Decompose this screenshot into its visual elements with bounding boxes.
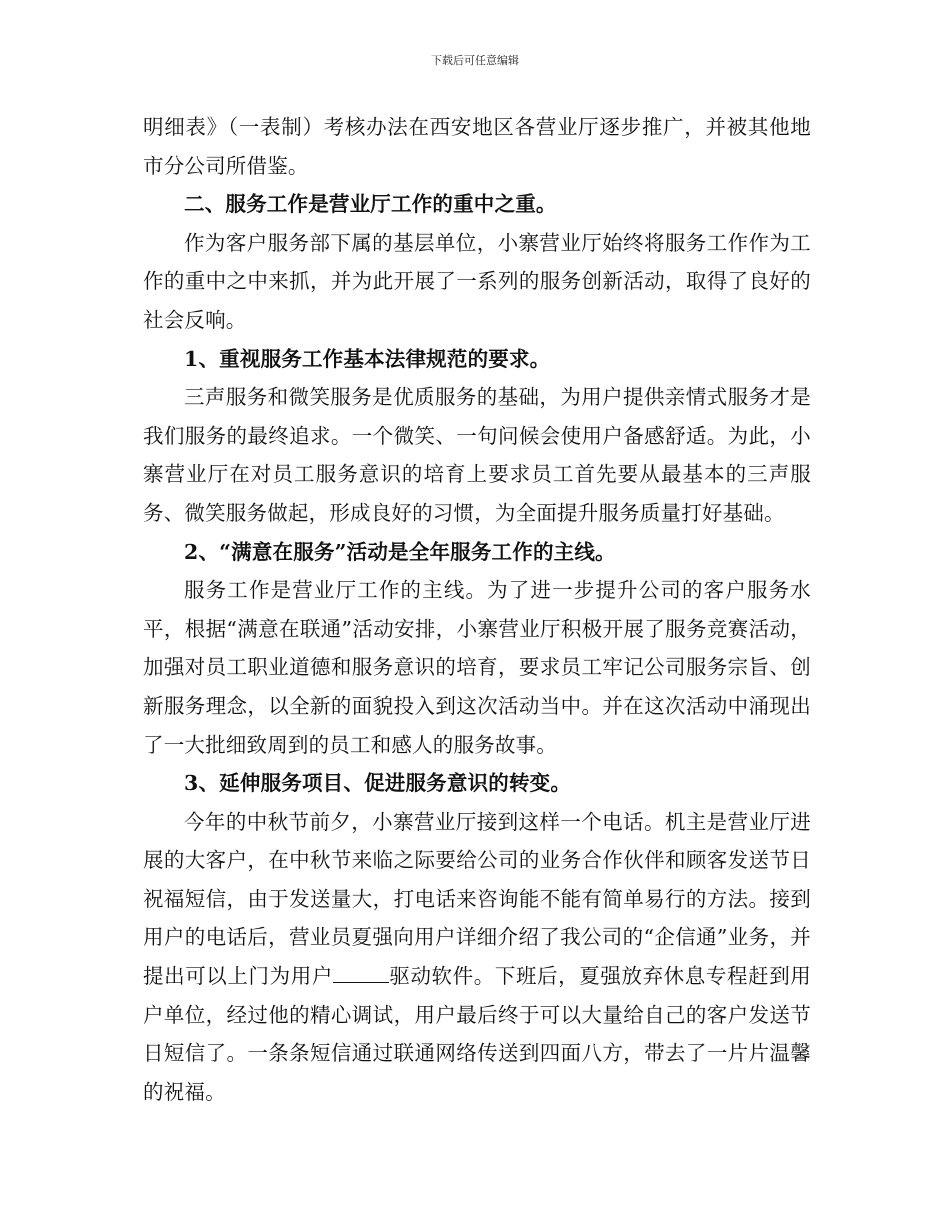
paragraph-text-before-blank: 今年的中秋节前夕，小寨营业厅接到这样一个电话。机主是营业厅进展的大客户，在中秋节来临之际要给公司的业务合作伙伴和顾客发送节日祝福短信，由于发送量大，打电话来咨询能不能有简单易行的方法。接到用户的电话后，营业员夏强向用户详细介绍了我公司的“企信通”业务，并提出可以上门为用户 (143, 809, 811, 989)
page-header: 下载后可任意编辑 (431, 54, 519, 67)
paragraph-service-intro: 作为客户服务部下属的基层单位，小寨营业厅始终将服务工作作为工作的重中之中来抓，并为此开展了一系列的服务创新活动，取得了良好的社会反响。 (143, 230, 811, 332)
section-heading-2: 二、服务工作是营业厅工作的重中之重。 (184, 192, 557, 217)
subsection-heading-2: 2、“满意在服务”活动是全年服务工作的主线。 (184, 539, 616, 564)
document-body (143, 108, 811, 1111)
paragraph-continuation: 明细表》（一表制）考核办法在西安地区各营业厅逐步推广，并被其他地市分公司所借鉴。 (143, 115, 811, 178)
paragraph-satisfaction-activity: 服务工作是营业厅工作的主线。为了进一步提升公司的客户服务水平，根据“满意在联通”活动安排，小寨营业厅积极开展了服务竞赛活动，加强对员工职业道德和服务意识的培育，要求员工牢记公司服务宗旨、创新服务理念，以全新的面貌投入到这次活动当中。并在这次活动中涌现出了一大批细致周到的员工和感人的服务故事。 (143, 578, 811, 757)
fill-in-blank-line (333, 964, 389, 983)
subsection-heading-3: 3、延伸服务项目、促进服务意识的转变。 (184, 771, 572, 796)
paragraph-extended-service (143, 803, 811, 1112)
subsection-heading-1: 1、重视服务工作基本法律规范的要求。 (184, 346, 551, 371)
paragraph-text-after-blank: 驱动软件。下班后，夏强放弃休息专程赶到用户单位，经过他的精心调试，用户最后终于可以大量给自己的客户发送节日短信了。一条条短信通过联通网络传送到四面八方，带去了一片片温馨的祝福。 (143, 964, 811, 1104)
paragraph-basic-service: 三声服务和微笑服务是优质服务的基础，为用户提供亲情式服务才是我们服务的最终追求。一个微笑、一句问候会使用户备感舒适。为此，小寨营业厅在对员工服务意识的培育上要求员工首先要从最基本的三声服务、微笑服务做起，形成良好的习惯，为全面提升服务质量打好基础。 (143, 385, 811, 525)
